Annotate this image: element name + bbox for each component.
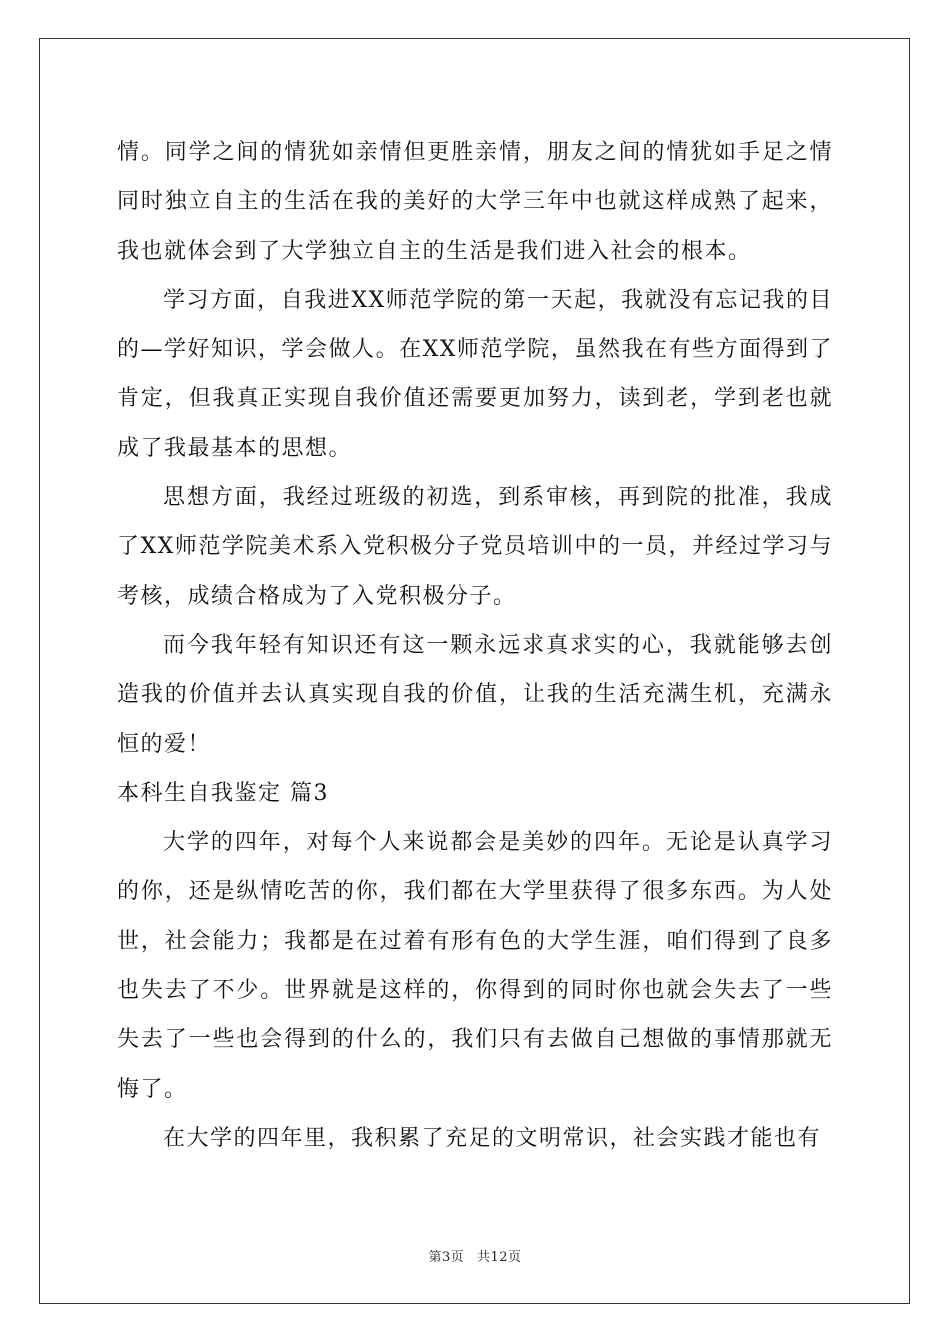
paragraph-thought: 思想方面，我经过班级的初选，到系审核，再到院的批准，我成了XX师范学院美术系入党积极分子党员培训中的一员，并经过学习与考核，成绩合格成为了入党积极分子。	[117, 485, 833, 609]
page-total: 共12页	[476, 1250, 522, 1265]
paragraph-four-years: 大学的四年，对每个人来说都会是美妙的四年。无论是认真学习的你，还是纵情吃苦的你，我们都在大学里获得了很多东西。为人处世，社会能力；我都是在过着有形有色的大学生涯，咱们得到了良多也失去了不少。世界就是这样的，你得到的同时你也就会失去了一些失去了一些也会得到的什么的，我们只有去做自己想做的事情那就无悔了。	[117, 830, 833, 1102]
paragraph-study: 学习方面，自我进XX师范学院的第一天起，我就没有忘记我的目的—学好知识，学会做人。在XX师范学院，虽然我在有些方面得到了肯定，但我真正实现自我价值还需要更加努力，读到老，学到老也就成了我最基本的思想。	[117, 287, 833, 461]
paragraph-continued: 情。同学之间的情犹如亲情但更胜亲情，朋友之间的情犹如手足之情同时独立自主的生活在我的美好的大学三年中也就这样成熟了起来，我也就体会到了大学独立自主的生活是我们进入社会的根本。	[117, 140, 833, 264]
page-footer	[0, 1246, 950, 1265]
paragraph-closing: 而今我年轻有知识还有这一颗永远求真求实的心，我就能够去创造我的价值并去认真实现自我的价值，让我的生活充满生机，充满永恒的爱！	[117, 632, 833, 757]
document-body	[117, 128, 833, 1163]
page-number: 第3页	[428, 1250, 465, 1265]
paragraph-accumulation: 在大学的四年里，我积累了充足的文明常识，社会实践才能也有	[163, 1125, 822, 1151]
section-heading: 本科生自我鉴定 篇3	[117, 780, 329, 806]
